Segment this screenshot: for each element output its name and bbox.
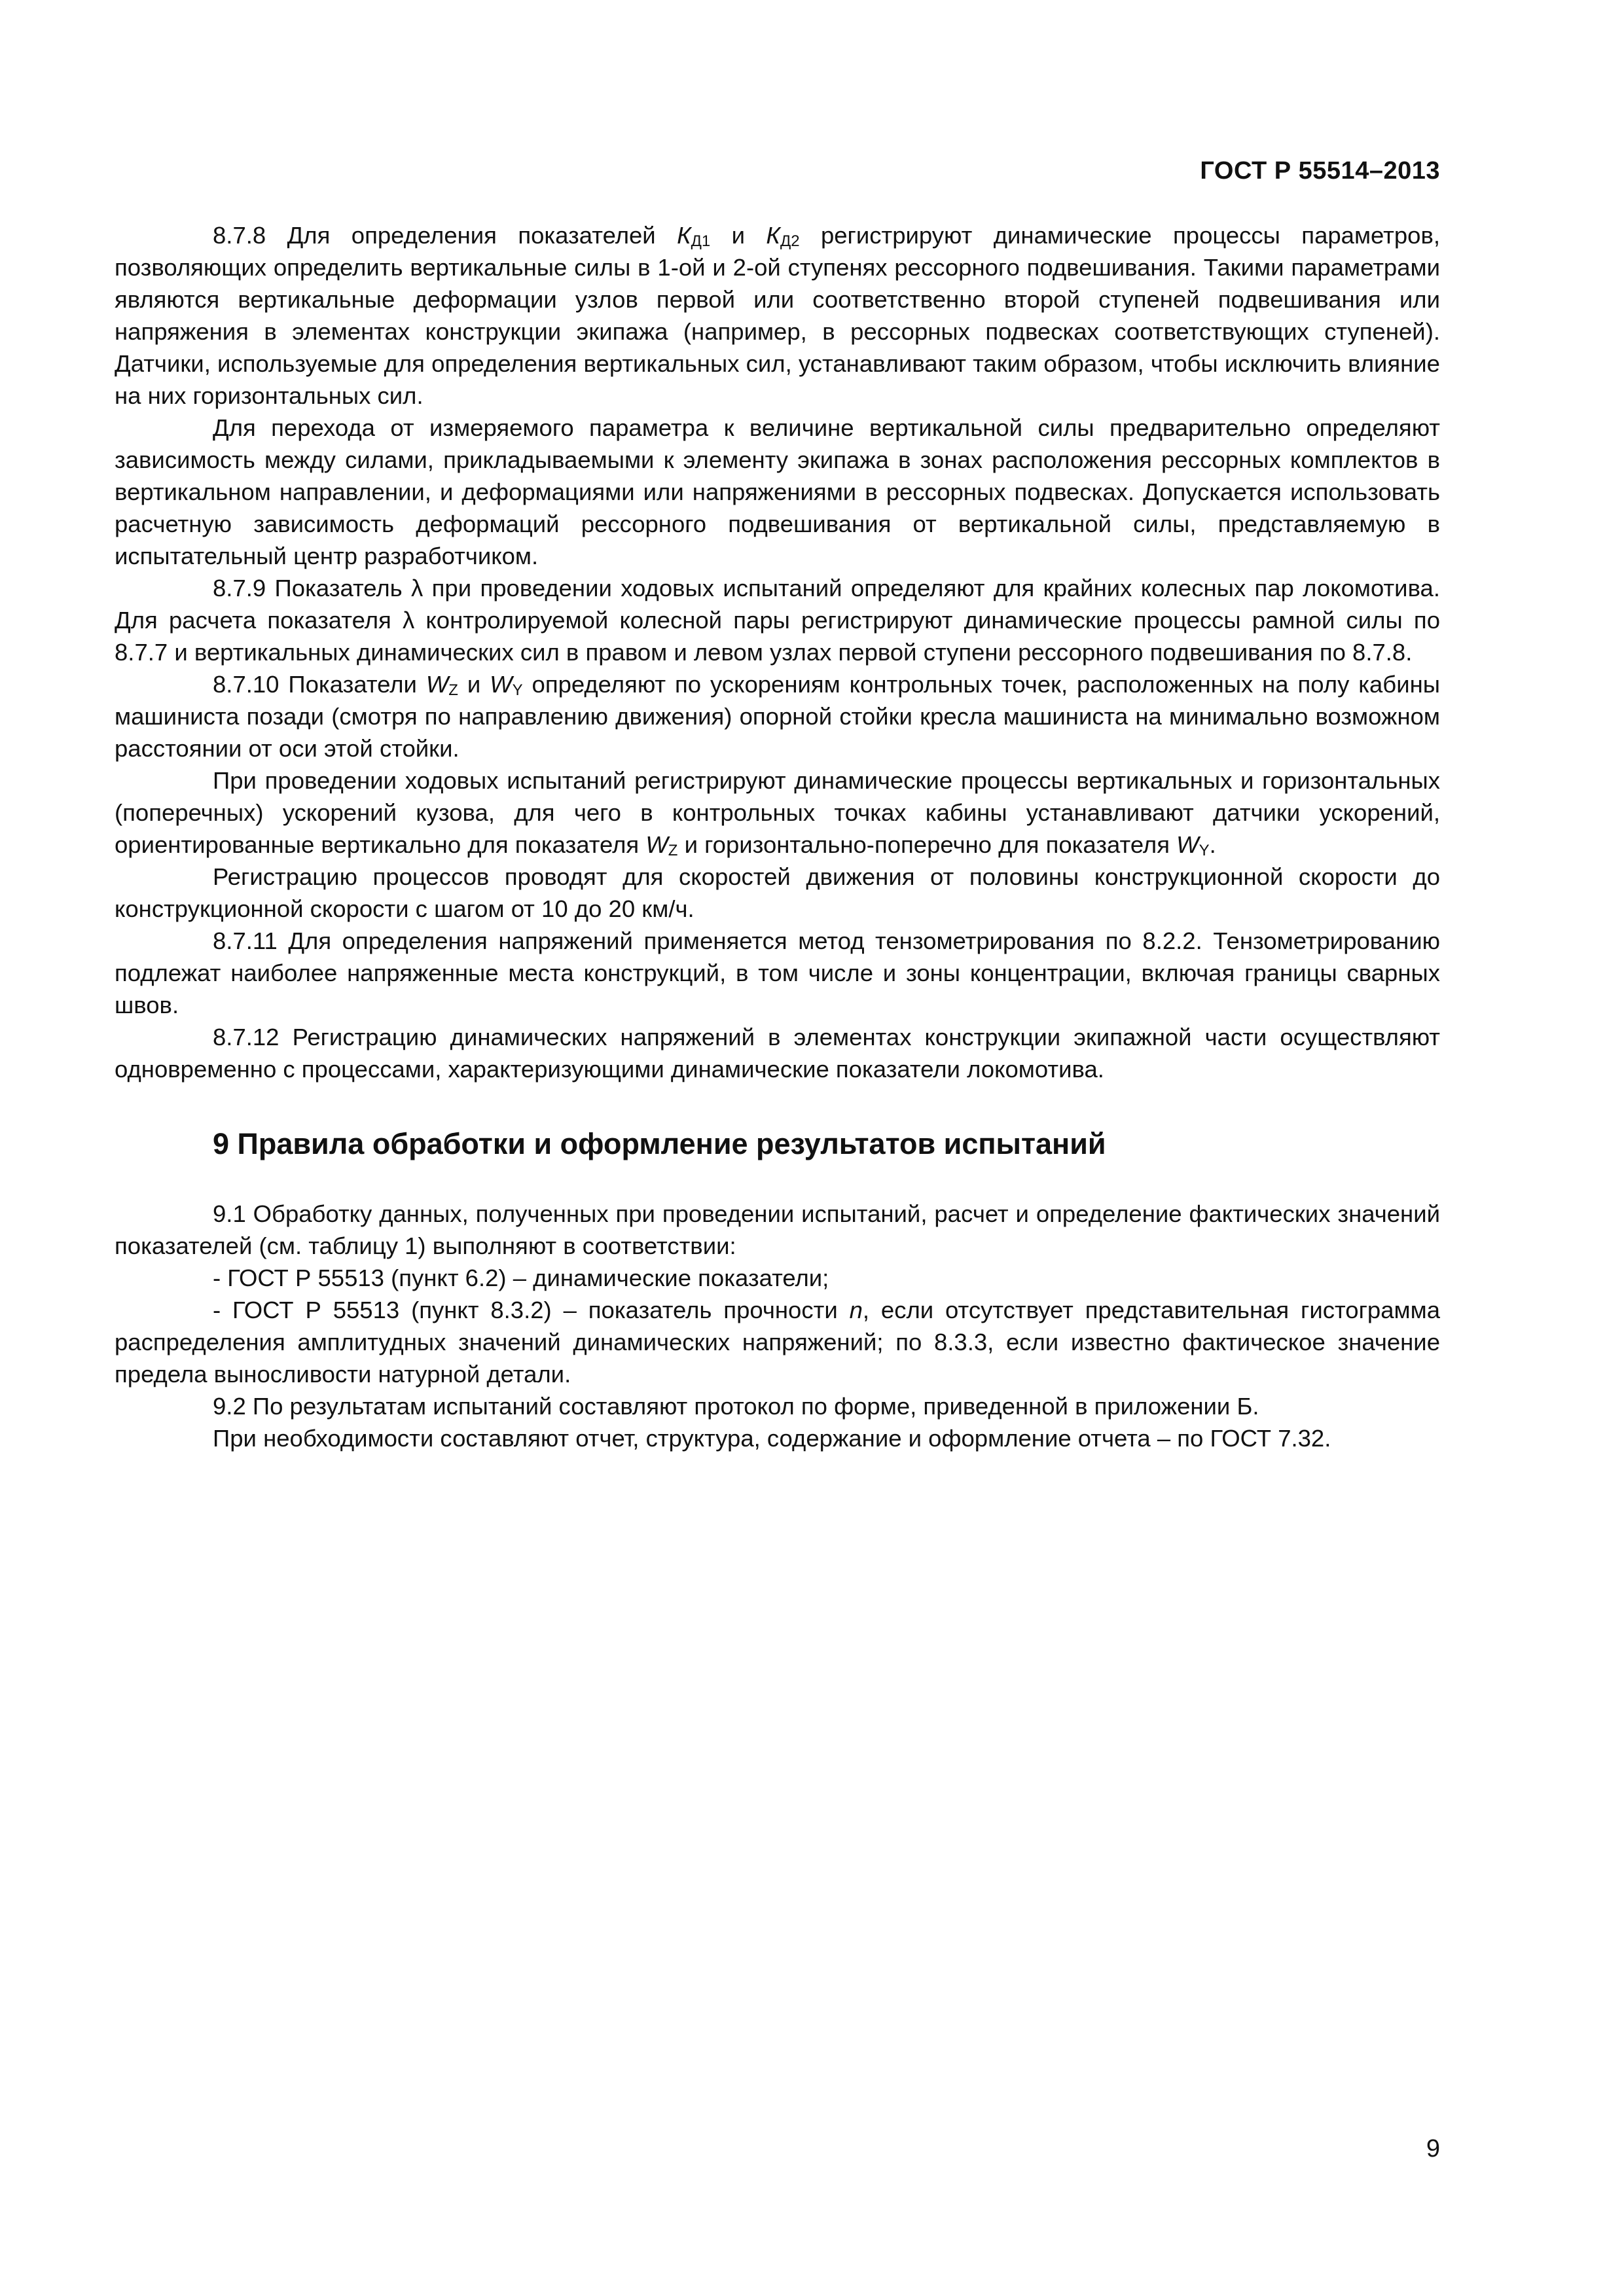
paragraph-8-7-8-continued: Для перехода от измеряемого параметра к величине вертикальной силы предварительно определяют зависимость между силами, прикладываемыми к элементу экипажа в зонах расположения рессорных комплектов в вертикальном направлении, и деформациями или напряжениями в рессорных подвесках. Допускается использовать расчетную зависимость деформаций рессорного подвешивания от вертикальной силы, представляемую в испытательный центр разработчиком. xyxy=(115,414,1440,569)
paragraph-8-7-9: 8.7.9 Показатель λ при проведении ходовых испытаний определяют для крайних колесных пар локомотива. Для расчета показателя λ контролируемой колесной пары регистрируют динамические процессы рамной силы по 8.7.7 и вертикальных динамических сил в правом и левом узлах первой ступени рессорного подвешивания по 8.7.8. xyxy=(115,575,1440,666)
paragraph-8-7-10-sensors: При проведении ходовых испытаний регистрируют динамические процессы вертикальных и горизонтальных (поперечных) ускорений кузова, для чего в контрольных точках кабины устанавливают датчики ускорений, ориентированные вертикально для показателя $W_Z$ и горизонтально-поперечно для показателя $W_Y$. xyxy=(115,767,1440,859)
paragraph-8-7-12: 8.7.12 Регистрацию динамических напряжений в элементах конструкции экипажной части осуществляют одновременно с процессами, характеризующими динамические показатели локомотива. xyxy=(115,1024,1440,1083)
paragraph-8-7-10-speeds: Регистрацию процессов проводят для скоростей движения от половины конструкционной скорости до конструкционной скорости с шагом от 10 до 20 км/ч. xyxy=(115,863,1440,922)
paragraph-8-7-10: 8.7.10 Показатели $W_Z$ и $W_Y$ определяют по ускорениям контрольных точек, расположенных на полу кабины машиниста позади (смотря по направлению движения) опорной стойки кресла машиниста на минимально возможном расстоянии от оси этой стойки. xyxy=(115,671,1440,762)
paragraph-9-2-report: При необходимости составляют отчет, структура, содержание и оформление отчета – по ГОСТ 7.32. xyxy=(213,1425,1331,1452)
paragraph-8-7-8: 8.7.8 Для определения показателей $К_{Д1}$ и $К_{Д2}$ регистрируют динамические процессы параметров, позволяющих определить вертикальные силы в 1-ой и 2-ой ступенях рессорного подвешивания. Такими параметрами являются вертикальные деформации узлов первой или соответственно второй ступеней подвешивания или напряжения в элементах конструкции экипажа (например, в рессорных подвесках соответствующих ступеней). Датчики, используемые для определения вертикальных сил, устанавливают таким образом, чтобы исключить влияние на них горизонтальных сил. xyxy=(115,222,1440,409)
list-item-gost-6-2: - ГОСТ Р 55513 (пункт 6.2) – динамические показатели; xyxy=(213,1265,829,1291)
document-id-header: ГОСТ Р 55514–2013 xyxy=(1200,157,1440,185)
page-number: 9 xyxy=(1426,2135,1440,2162)
section-9-heading: 9 Правила обработки и оформление результатов испытаний xyxy=(213,1127,1106,1160)
paragraph-9-2: 9.2 По результатам испытаний составляют протокол по форме, приведенной в приложении Б. xyxy=(213,1393,1259,1420)
paragraph-9-1: 9.1 Обработку данных, полученных при проведении испытаний, расчет и определение фактических значений показателей (см. таблицу 1) выполняют в соответствии: xyxy=(115,1200,1440,1259)
list-item-gost-8-3-2: - ГОСТ Р 55513 (пункт 8.3.2) – показатель прочности n, если отсутствует представительная гистограмма распределения амплитудных значений динамических напряжений; по 8.3.3, если известно фактическое значение предела выносливости натурной детали. xyxy=(115,1297,1441,1388)
document-body xyxy=(115,219,1440,1454)
document-page xyxy=(115,0,1440,2296)
paragraph-8-7-11: 8.7.11 Для определения напряжений применяется метод тензометрирования по 8.2.2. Тензометрированию подлежат наиболее напряженные места конструкций, в том числе и зоны концентрации, включая границы сварных швов. xyxy=(115,927,1440,1018)
